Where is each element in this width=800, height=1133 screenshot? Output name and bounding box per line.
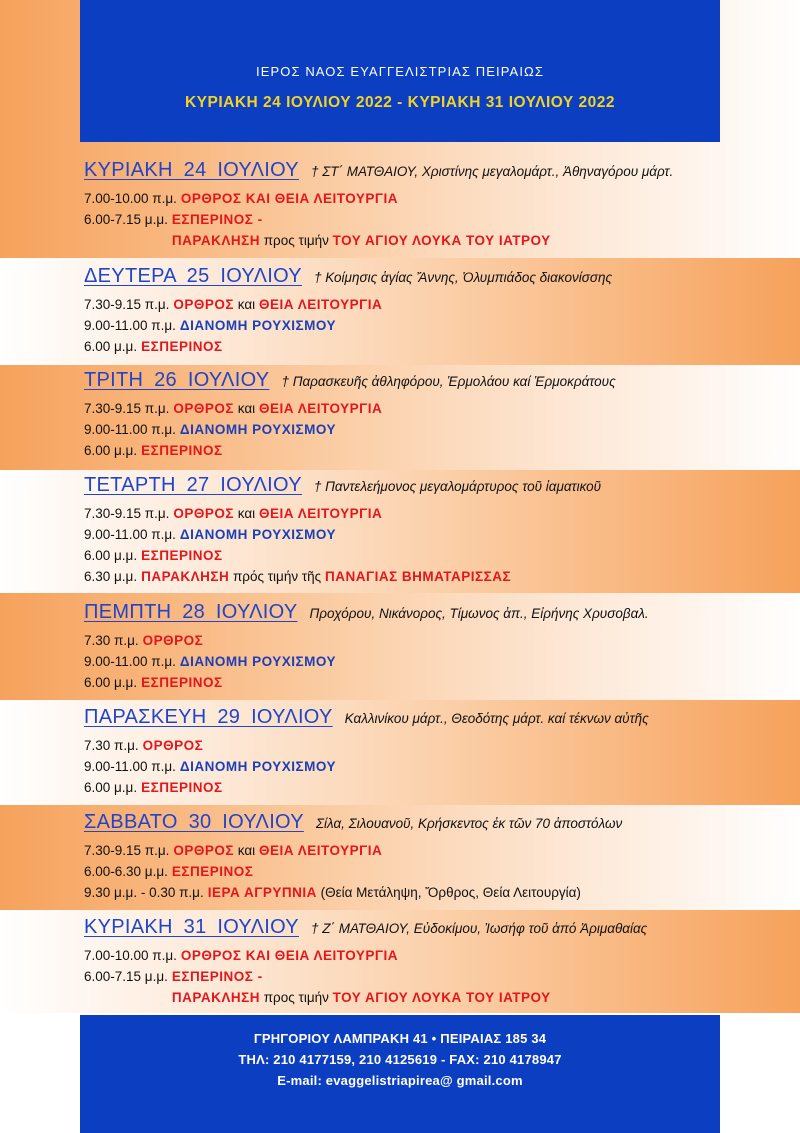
service-name: ΘΕΙΑ ΛΕΙΤΟΥΡΓΙΑ — [258, 506, 383, 521]
service-note: και — [237, 297, 256, 312]
service-entry — [84, 630, 800, 651]
service-description — [181, 945, 398, 966]
service-entry — [84, 294, 800, 315]
service-time: 6.00-7.15 μ.μ. — [84, 212, 168, 227]
service-entry — [84, 398, 800, 419]
service-time: 7.00-10.00 π.μ. — [84, 948, 177, 963]
service-note: προς τιμήν — [263, 233, 329, 248]
service-name: ΕΣΠΕΡΙΝΟΣ — [141, 443, 223, 458]
service-line-continuation — [172, 230, 551, 251]
service-entry — [84, 336, 800, 357]
day-heading-row — [84, 157, 800, 183]
service-line — [180, 524, 336, 545]
service-description — [141, 545, 222, 566]
day-section — [84, 263, 800, 357]
day-section — [84, 599, 800, 693]
service-description — [172, 861, 253, 882]
service-entry — [84, 840, 800, 861]
service-line — [141, 336, 222, 357]
feast-commemoration: Προχόρου, Νικάνορος, Τίμωνος ἀπ., Εἰρήνης Χρυσοβαλ. — [309, 606, 649, 621]
feast-commemoration: † ΣΤ΄ ΜΑΤΘΑΙΟΥ, Χριστίνης μεγαλομάρτ., Ἀθηναγόρου μάρτ. — [310, 164, 674, 179]
service-line — [173, 503, 382, 524]
service-description — [173, 503, 382, 524]
service-description — [180, 756, 336, 777]
service-entry — [84, 545, 800, 566]
service-name: ΕΣΠΕΡΙΝΟΣ — [171, 864, 254, 879]
schedule-period: ΚΥΡΙΑΚΗ 24 ΙΟΥΛΙΟΥ 2022 - ΚΥΡΙΑΚΗ 31 ΙΟΥΛΙΟΥ 2022 — [184, 94, 615, 111]
day-heading-row — [84, 809, 800, 835]
distribution-label: ΔΙΑΝΟΜΗ ΡΟΥΧΙΣΜΟΥ — [179, 318, 336, 333]
service-name: ΘΕΙΑ ΛΕΙΤΟΥΡΓΙΑ — [258, 297, 383, 312]
service-description — [180, 315, 336, 336]
service-description — [143, 630, 204, 651]
service-name: ΕΣΠΕΡΙΝΟΣ — [141, 548, 223, 563]
distribution-label: ΔΙΑΝΟΜΗ ΡΟΥΧΙΣΜΟΥ — [179, 759, 336, 774]
service-entry — [84, 777, 800, 798]
service-entry — [84, 672, 800, 693]
service-time: 7.30 π.μ. — [84, 633, 139, 648]
service-line-continuation — [172, 987, 551, 1008]
service-entry — [84, 651, 800, 672]
service-description — [141, 566, 511, 587]
service-list — [84, 630, 800, 693]
day-heading-row — [84, 599, 800, 625]
service-time: 9.00-11.00 π.μ. — [84, 527, 176, 542]
service-description — [173, 398, 382, 419]
distribution-label: ΔΙΑΝΟΜΗ ΡΟΥΧΙΣΜΟΥ — [179, 527, 336, 542]
service-time: 9.00-11.00 π.μ. — [84, 318, 176, 333]
service-name: ΕΣΠΕΡΙΝΟΣ - — [171, 969, 263, 984]
footer-email: E-mail: evaggelistriapirea@ gmail.com — [277, 1073, 523, 1088]
service-entry — [84, 188, 800, 209]
day-section — [84, 914, 800, 1008]
service-line — [180, 756, 336, 777]
service-note: προς τιμήν — [263, 990, 329, 1005]
service-time: 7.00-10.00 π.μ. — [84, 191, 177, 206]
feast-commemoration: † Ζ΄ ΜΑΤΘΑΙΟΥ, Εὐδοκίμου, Ἰωσήφ τοῦ ἀπό Ἀριμαθαίας — [310, 921, 648, 936]
service-line — [141, 440, 222, 461]
day-heading-row — [84, 367, 800, 393]
day-section — [84, 157, 800, 251]
day-heading-row — [84, 263, 800, 289]
service-list — [84, 188, 800, 251]
service-time: 6.00 μ.μ. — [84, 780, 138, 795]
service-name: ΤΟΥ ΑΓΙΟΥ ΛΟΥΚΑ ΤΟΥ ΙΑΤΡΟΥ — [332, 990, 551, 1005]
service-list — [84, 840, 800, 903]
service-name: ΠΑΝΑΓΙΑΣ ΒΗΜΑΤΑΡΙΣΣΑΣ — [324, 569, 512, 584]
service-name: ΘΕΙΑ ΛΕΙΤΟΥΡΓΙΑ — [258, 843, 383, 858]
service-note: και — [237, 401, 256, 416]
header-banner — [80, 0, 720, 142]
distribution-label: ΔΙΑΝΟΜΗ ΡΟΥΧΙΣΜΟΥ — [179, 654, 336, 669]
service-time: 6.00 μ.μ. — [84, 675, 138, 690]
service-time: 9.00-11.00 π.μ. — [84, 422, 176, 437]
service-description — [141, 672, 222, 693]
service-description — [141, 440, 222, 461]
service-name: ΠΑΡΑΚΛΗΣΗ — [141, 569, 230, 584]
service-note: και — [237, 506, 256, 521]
service-description — [172, 966, 551, 1008]
service-time: 6.00 μ.μ. — [84, 339, 138, 354]
feast-commemoration: Σίλα, Σιλουανοῦ, Κρήσκεντος ἐκ τῶν 70 ἀποστόλων — [315, 816, 623, 831]
service-entry — [84, 440, 800, 461]
day-section — [84, 367, 800, 461]
service-list — [84, 398, 800, 461]
service-entry — [84, 882, 800, 903]
day-date: ΤΡΙΤΗ 26 ΙΟΥΛΙΟΥ — [84, 369, 270, 391]
day-date: ΠΕΜΠΤΗ 28 ΙΟΥΛΙΟΥ — [84, 601, 298, 623]
service-description — [172, 209, 551, 251]
service-line — [173, 840, 382, 861]
service-description — [180, 524, 336, 545]
day-section — [84, 704, 800, 798]
footer-address: ΓΡΗΓΟΡΙΟΥ ΛΑΜΠΡΑΚΗ 41 • ΠΕΙΡΑΙΑΣ 185 34 — [253, 1031, 547, 1046]
service-line — [181, 188, 398, 209]
service-line — [181, 945, 398, 966]
service-time: 7.30-9.15 π.μ. — [84, 297, 170, 312]
service-list — [84, 294, 800, 357]
service-description — [180, 419, 336, 440]
feast-commemoration: Καλλινίκου μάρτ., Θεοδότης μάρτ. καί τέκνων αὐτῆς — [344, 711, 649, 726]
feast-commemoration: † Παρασκευῆς ἀθληφόρου, Ἑρμολάου καί Ἑρμοκράτους — [281, 374, 616, 389]
service-entry — [84, 503, 800, 524]
service-name: ΕΣΠΕΡΙΝΟΣ — [141, 780, 223, 795]
day-date: ΚΥΡΙΑΚΗ 24 ΙΟΥΛΙΟΥ — [84, 159, 299, 181]
service-description — [141, 336, 222, 357]
day-section — [84, 809, 800, 903]
service-time: 9.30 μ.μ. - 0.30 π.μ. — [84, 885, 204, 900]
service-entry — [84, 419, 800, 440]
service-entry — [84, 945, 800, 966]
service-line — [143, 735, 204, 756]
service-entry — [84, 966, 800, 1008]
service-time: 7.30-9.15 π.μ. — [84, 506, 170, 521]
service-line — [141, 777, 222, 798]
service-description — [141, 777, 222, 798]
service-line — [172, 209, 551, 230]
service-note: (Θεία Μετάληψη, Ὄρθρος, Θεία Λειτουργία) — [320, 885, 581, 900]
service-name: ΟΡΘΡΟΣ — [142, 633, 204, 648]
service-line — [208, 882, 581, 903]
contact-footer — [80, 1015, 720, 1133]
service-name: ΙΕΡΑ ΑΓΡΥΠΝΙΑ — [207, 885, 317, 900]
service-line — [172, 966, 551, 987]
service-name: ΕΣΠΕΡΙΝΟΣ — [141, 339, 223, 354]
distribution-label: ΔΙΑΝΟΜΗ ΡΟΥΧΙΣΜΟΥ — [179, 422, 336, 437]
service-name: ΟΡΘΡΟΣ ΚΑΙ ΘΕΙΑ ΛΕΙΤΟΥΡΓΙΑ — [180, 191, 399, 206]
service-entry — [84, 566, 800, 587]
service-time: 7.30-9.15 π.μ. — [84, 843, 170, 858]
church-name: ΙΕΡΟΣ ΝΑΟΣ ΕΥΑΓΓΕΛΙΣΤΡΙΑΣ ΠΕΙΡΑΙΩΣ — [256, 64, 544, 79]
service-time: 7.30-9.15 π.μ. — [84, 401, 170, 416]
service-entry — [84, 209, 800, 251]
service-time: 6.00 μ.μ. — [84, 548, 138, 563]
service-time: 9.00-11.00 π.μ. — [84, 654, 176, 669]
service-time: 6.00-7.15 μ.μ. — [84, 969, 168, 984]
feast-commemoration: † Κοίμησις ἁγίας Ἄννης, Ὀλυμπιάδος διακονίσσης — [313, 270, 613, 285]
service-line — [141, 566, 511, 587]
service-line — [173, 398, 382, 419]
service-name: ΕΣΠΕΡΙΝΟΣ — [141, 675, 223, 690]
service-note: και — [237, 843, 256, 858]
day-date: ΤΕΤΑΡΤΗ 27 ΙΟΥΛΙΟΥ — [84, 474, 302, 496]
day-date: ΔΕΥΤΕΡΑ 25 ΙΟΥΛΙΟΥ — [84, 265, 302, 287]
service-name: ΕΣΠΕΡΙΝΟΣ - — [171, 212, 263, 227]
service-name: ΟΡΘΡΟΣ — [173, 401, 235, 416]
service-list — [84, 945, 800, 1008]
service-name: ΤΟΥ ΑΓΙΟΥ ΛΟΥΚΑ ΤΟΥ ΙΑΤΡΟΥ — [332, 233, 551, 248]
service-description — [173, 840, 382, 861]
footer-phones: ΤΗΛ: 210 4177159, 210 4125619 - FAX: 210 4178947 — [238, 1052, 562, 1067]
service-time: 6.30 μ.μ. — [84, 569, 138, 584]
service-list — [84, 735, 800, 798]
service-time: 7.30 π.μ. — [84, 738, 139, 753]
day-date: ΚΥΡΙΑΚΗ 31 ΙΟΥΛΙΟΥ — [84, 916, 299, 938]
service-name: ΠΑΡΑΚΛΗΣΗ — [171, 233, 260, 248]
service-description — [173, 294, 382, 315]
service-line — [141, 545, 222, 566]
service-name: ΠΑΡΑΚΛΗΣΗ — [171, 990, 260, 1005]
service-line — [180, 419, 336, 440]
service-entry — [84, 861, 800, 882]
service-line — [173, 294, 382, 315]
day-heading-row — [84, 704, 800, 730]
day-date: ΣΑΒΒΑΤΟ 30 ΙΟΥΛΙΟΥ — [84, 811, 304, 833]
service-time: 6.00-6.30 μ.μ. — [84, 864, 168, 879]
service-entry — [84, 524, 800, 545]
service-name: ΟΡΘΡΟΣ — [173, 506, 235, 521]
feast-commemoration: † Παντελεήμονος μεγαλομάρτυρος τοῦ ἰαματικοῦ — [313, 479, 602, 494]
day-section — [84, 472, 800, 587]
service-line — [141, 672, 222, 693]
service-name: ΘΕΙΑ ΛΕΙΤΟΥΡΓΙΑ — [258, 401, 383, 416]
service-description — [208, 882, 581, 903]
service-entry — [84, 315, 800, 336]
day-heading-row — [84, 914, 800, 940]
service-description — [181, 188, 398, 209]
day-date: ΠΑΡΑΣΚΕΥΗ 29 ΙΟΥΛΙΟΥ — [84, 706, 333, 728]
service-line — [180, 315, 336, 336]
service-list — [84, 503, 800, 587]
service-line — [143, 630, 204, 651]
service-line — [172, 861, 253, 882]
service-line — [180, 651, 336, 672]
service-name: ΟΡΘΡΟΣ — [173, 297, 235, 312]
day-heading-row — [84, 472, 800, 498]
service-time: 9.00-11.00 π.μ. — [84, 759, 176, 774]
service-description — [180, 651, 336, 672]
service-name: ΟΡΘΡΟΣ ΚΑΙ ΘΕΙΑ ΛΕΙΤΟΥΡΓΙΑ — [180, 948, 399, 963]
service-name: ΟΡΘΡΟΣ — [173, 843, 235, 858]
service-description — [143, 735, 204, 756]
service-entry — [84, 735, 800, 756]
service-entry — [84, 756, 800, 777]
service-name: ΟΡΘΡΟΣ — [142, 738, 204, 753]
service-note: πρός τιμήν τῆς — [232, 569, 322, 584]
service-time: 6.00 μ.μ. — [84, 443, 138, 458]
